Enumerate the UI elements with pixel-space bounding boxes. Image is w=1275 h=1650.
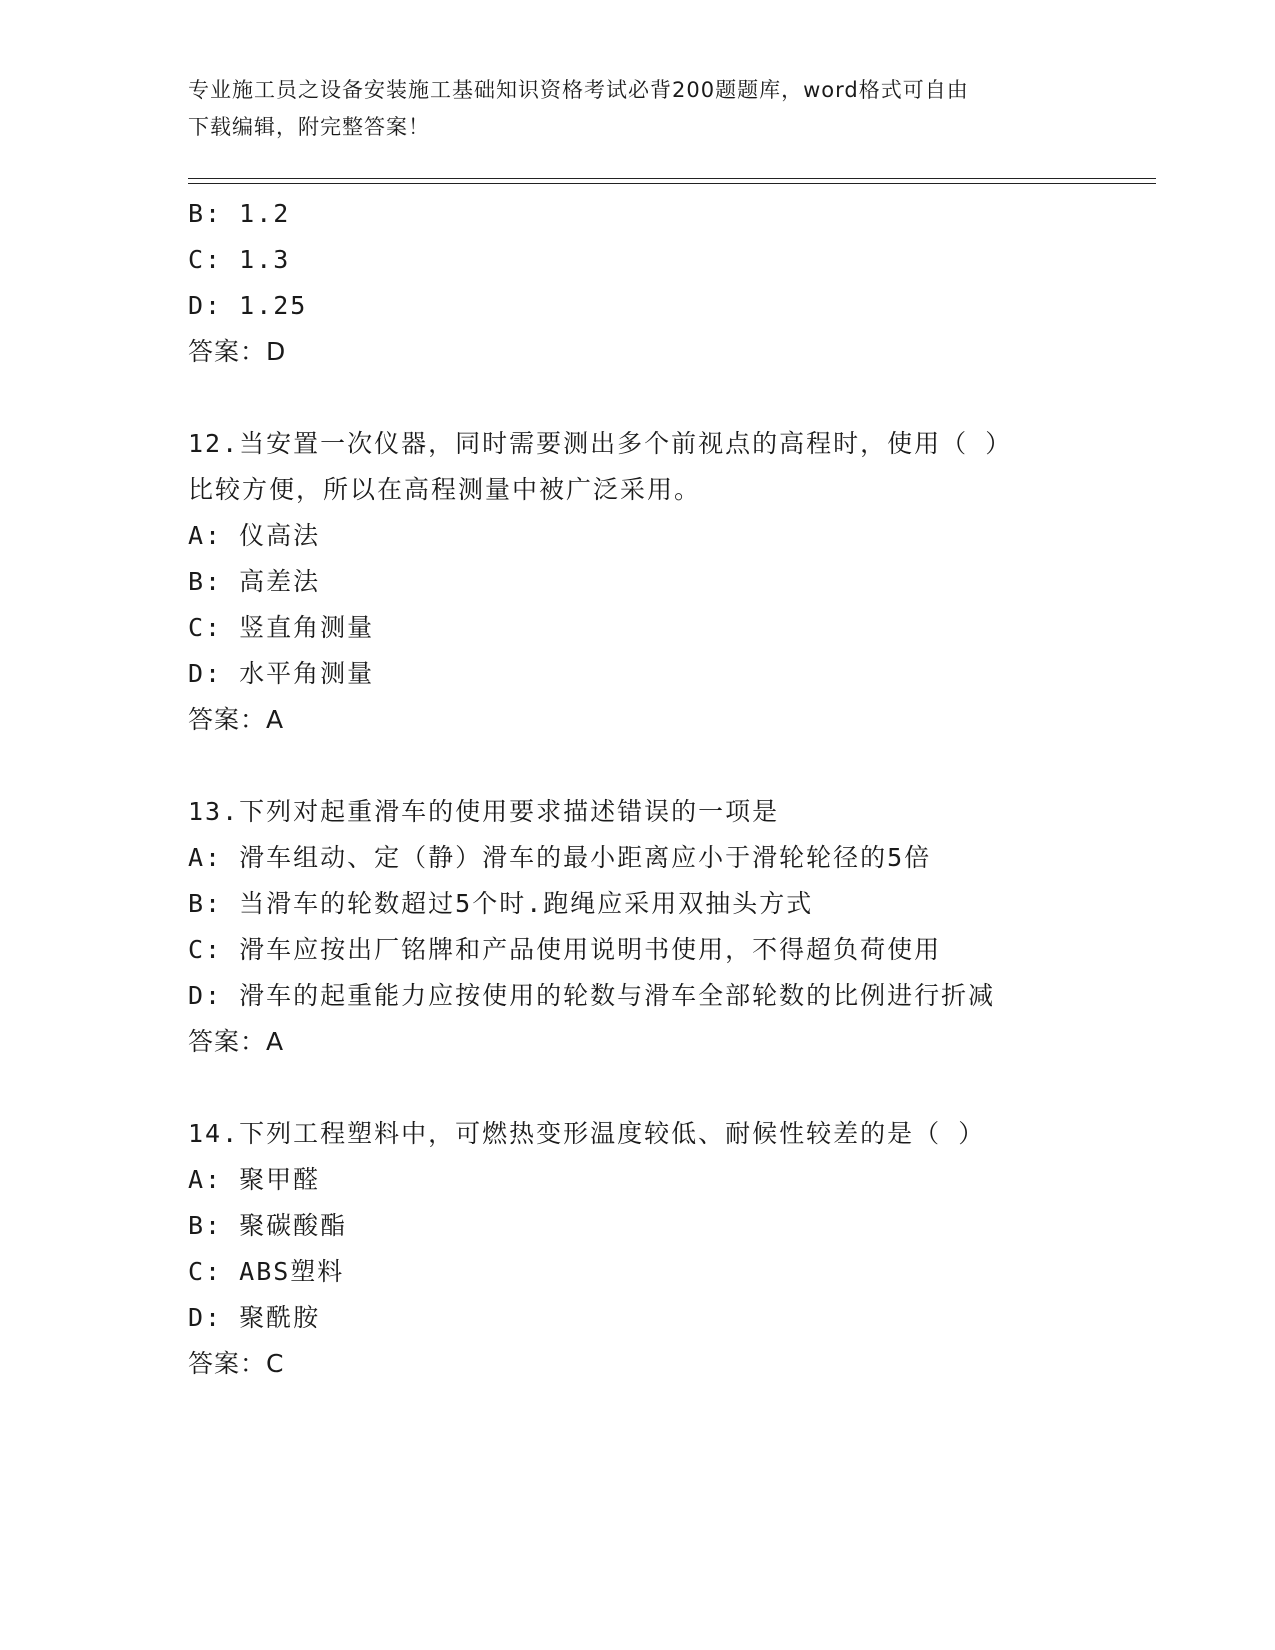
option-b: B: 当滑车的轮数超过5个时.跑绳应采用双抽头方式 [188,889,814,918]
question-spacer [188,743,1138,789]
question-text-line: 14.下列工程塑料中，可燃热变形温度较低、耐候性较差的是（ ） [188,1119,986,1148]
option-d: D: 滑车的起重能力应按使用的轮数与滑车全部轮数的比例进行折减 [188,981,996,1010]
option-c: C: 滑车应按出厂铭牌和产品使用说明书使用，不得超负荷使用 [188,935,942,964]
question-14 [188,1111,1138,1387]
header-rule-top [188,178,1156,179]
option-a: A: 滑车组动、定（静）滑车的最小距离应小于滑轮轮径的5倍 [188,843,932,872]
option-a: A: 聚甲醛 [188,1165,321,1194]
option-c: C: 竖直角测量 [188,613,375,642]
answer-line: 答案：A [188,1027,285,1056]
question-list [188,191,1138,1387]
question-text-line: 12.当安置一次仪器，同时需要测出多个前视点的高程时，使用（ ） [188,429,1013,458]
question-text-line: 13.下列对起重滑车的使用要求描述错误的一项是 [188,797,780,826]
header-title-line-2: 下载编辑，附完整答案！ [188,115,430,139]
option-a: A: 仪高法 [188,521,321,550]
question-13 [188,789,1138,1065]
document-header [188,72,1088,146]
header-title-line-1: 专业施工员之设备安装施工基础知识资格考试必背200题题库，word格式可自由 [188,78,969,102]
question-12 [188,421,1138,743]
option-d: D: 水平角测量 [188,659,375,688]
header-rule-bottom [188,183,1156,184]
question-spacer [188,1065,1138,1111]
question-text-line: 比较方便，所以在高程测量中被广泛采用。 [188,475,702,504]
option-b: B: 1.2 [188,199,291,228]
answer-line: 答案：C [188,1349,285,1378]
answer-line: 答案：A [188,705,285,734]
option-c: C: ABS塑料 [188,1257,345,1286]
option-d: D: 1.25 [188,291,308,320]
option-d: D: 聚酰胺 [188,1303,321,1332]
option-b: B: 聚碳酸酯 [188,1211,348,1240]
question-spacer [188,375,1138,421]
answer-line: 答案：D [188,337,287,366]
option-b: B: 高差法 [188,567,321,596]
option-c: C: 1.3 [188,245,291,274]
question-11-continuation [188,191,1138,375]
